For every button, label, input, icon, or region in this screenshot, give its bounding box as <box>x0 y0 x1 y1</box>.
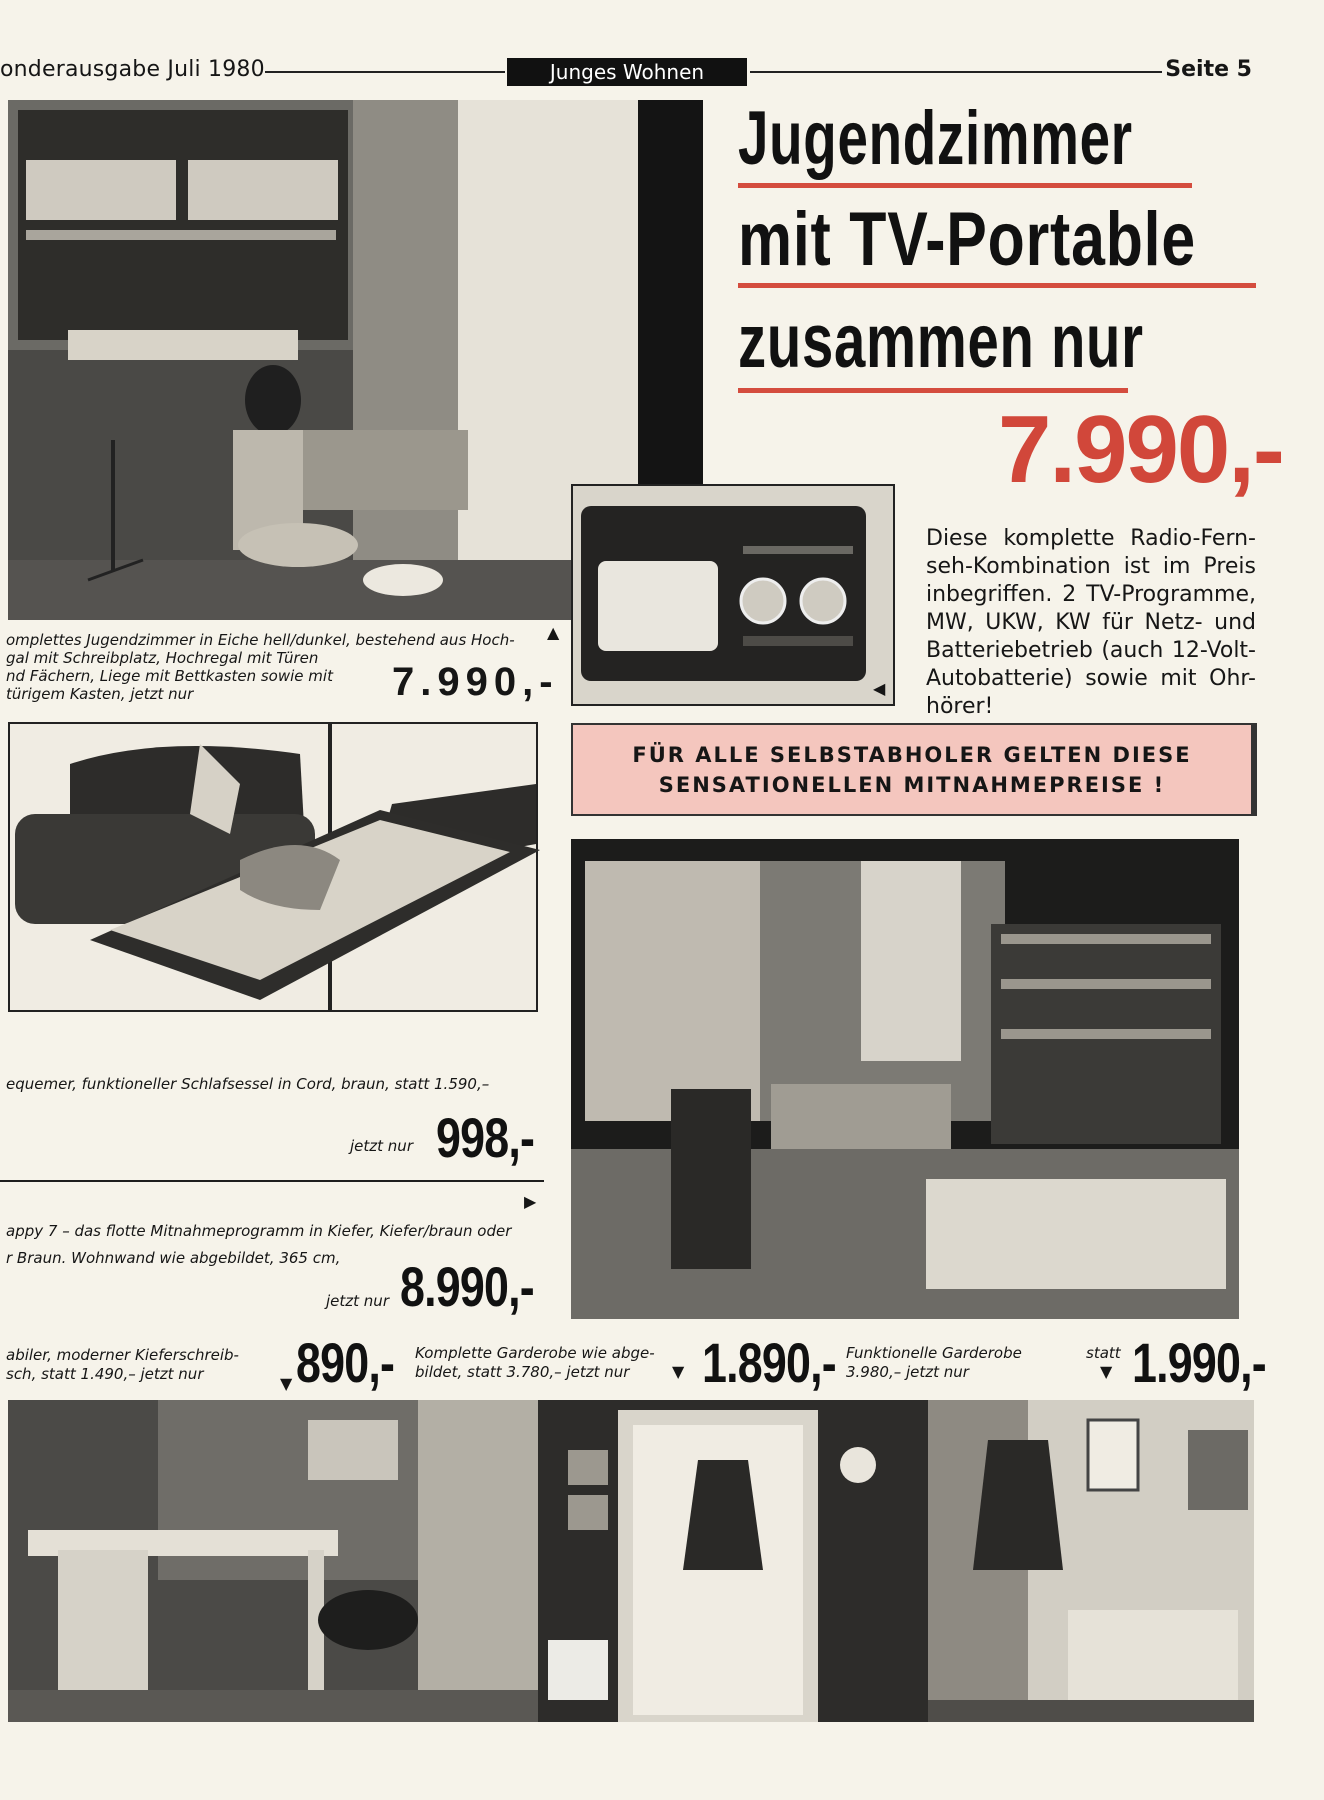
schlafsessel-caption: equemer, funktioneller Schlafsessel in Cord, braun, statt 1.590,– <box>6 1075 490 1093</box>
selbstabholer-banner <box>571 723 1257 816</box>
page-number: Seite 5 <box>1165 57 1252 82</box>
section-tag: Junges Wohnen <box>507 58 747 86</box>
headline-line1: Jugendzimmer <box>738 96 1133 181</box>
desk-pointer-icon: ▼ <box>280 1374 293 1393</box>
banner-line-2: SENSATIONELLEN MITNAHMEPREISE ! <box>658 772 1166 797</box>
schlafsessel-price: 998,- <box>436 1106 535 1169</box>
happy7-price: 8.990,- <box>400 1255 534 1318</box>
header-rule-left <box>265 71 505 73</box>
header-rule-right <box>750 71 1162 73</box>
funk-pointer-icon: ▼ <box>1100 1362 1113 1381</box>
happy7-jetzt: jetzt nur <box>326 1292 389 1310</box>
happy7-caption-2: r Braun. Wohnwand wie abgebildet, 365 cm, <box>6 1249 341 1267</box>
funk-statt: statt <box>1086 1344 1121 1362</box>
garderobe-photo <box>538 1400 928 1722</box>
jugendzimmer-caption-2: gal mit Schreibplatz, Hochregal mit Türen <box>6 649 319 667</box>
garderobe-pointer-icon: ▼ <box>672 1362 685 1381</box>
divider-schlafsessel <box>0 1180 544 1182</box>
schlafsessel-jetzt: jetzt nur <box>350 1137 413 1155</box>
jugendzimmer-caption-1: omplettes Jugendzimmer in Eiche hell/dunkel, bestehend aus Hoch- <box>6 631 515 649</box>
desk-price: 890,- <box>296 1331 395 1394</box>
headline-rule-2 <box>738 283 1256 288</box>
right-pointer-icon: ▶ <box>524 1192 537 1211</box>
headline-rule-3 <box>738 388 1128 393</box>
jugendzimmer-caption-4: türigem Kasten, jetzt nur <box>6 685 194 703</box>
funk-caption-2: 3.980,– jetzt nur <box>846 1363 969 1381</box>
issue-label: onderausgabe Juli 1980 <box>0 57 265 82</box>
funk-garderobe-photo <box>928 1400 1254 1722</box>
jugendzimmer-price: 7.990,- <box>392 660 559 704</box>
happy7-caption-1: appy 7 – das flotte Mitnahmeprogramm in Kiefer, Kiefer/braun oder <box>6 1222 512 1240</box>
headline-line2: mit TV-Portable <box>738 197 1196 282</box>
up-pointer-icon: ▲ <box>547 623 560 642</box>
headline-rule-1 <box>738 183 1192 188</box>
garderobe-caption-2: bildet, statt 3.780,– jetzt nur <box>415 1363 630 1381</box>
garderobe-caption-1: Komplette Garderobe wie abge- <box>415 1344 655 1362</box>
headline-line3: zusammen nur <box>738 299 1144 384</box>
garderobe-price: 1.890,- <box>702 1331 836 1394</box>
desk-caption-2: sch, statt 1.490,– jetzt nur <box>6 1365 204 1383</box>
funk-caption-1: Funktionelle Garderobe <box>846 1344 1022 1362</box>
jugendzimmer-caption-3: nd Fächern, Liege mit Bettkasten sowie mit <box>6 667 333 685</box>
funk-price: 1.990,- <box>1132 1331 1266 1394</box>
tv-description: Diese komplette Radio-Fern-seh-Kombination ist im Preis inbegriffen. 2 TV-Programme, MW, UKW, KW für Netz- und Batteriebetrieb (auch 12-Volt-Autobatterie) sowie mit Ohr-hörer! <box>926 526 1256 719</box>
headline-price: 7.990,- <box>998 396 1283 503</box>
banner-line-1: FÜR ALLE SELBSTABHOLER GELTEN DIESE <box>632 742 1192 767</box>
desk-caption-1: abiler, moderner Kieferschreib- <box>6 1346 239 1364</box>
schlafsessel-mattress <box>90 790 540 1020</box>
tv-pointer-icon: ◀ <box>873 679 886 698</box>
tv-photo <box>571 484 895 706</box>
wohnwand-photo <box>571 839 1239 1319</box>
desk-photo <box>8 1400 538 1722</box>
